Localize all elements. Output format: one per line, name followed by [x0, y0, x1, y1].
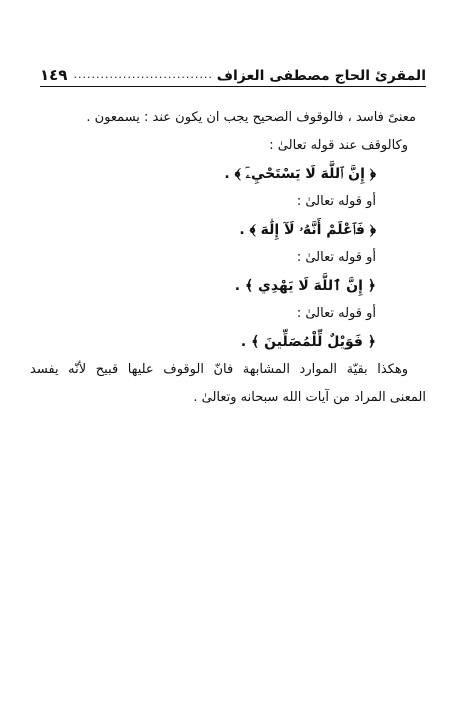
- header-rule: [40, 86, 426, 87]
- quran-verse: ﴿ إِنَّ ٱللَّهَ لَا يَهْدِي ﴾ .: [234, 278, 376, 294]
- quran-verse: ﴿ فَوَيْلٌ لِّلْمُصَلِّينَ ﴾ .: [240, 334, 376, 350]
- text-line: أو قوله تعالىٰ :: [296, 306, 376, 321]
- page-number: ١٤٩: [40, 66, 68, 84]
- header-title: المقرئ الحاج مصطفى العزاف: [216, 68, 426, 84]
- quran-verse: ﴿ فَٱعْلَمْ أَنَّهُۥ لَآ إِلَٰهَ ﴾ .: [239, 222, 376, 238]
- header-leader-dots: ...............................: [73, 68, 213, 81]
- text-line: معنىً فاسد ، فالوقوف الصحيح يجب ان يكون عند : يسمعون .: [86, 110, 416, 125]
- text-line: وكالوقف عند قوله تعالىٰ :: [269, 138, 408, 153]
- text-line: أو قوله تعالىٰ :: [296, 194, 376, 209]
- text-line: وهكذا بقيّة الموارد المشابهة فانّ الوقوف عليها قبيح لأنّه يفسد: [30, 362, 408, 377]
- text-line: أو قوله تعالىٰ :: [296, 250, 376, 265]
- page-header: [40, 58, 426, 84]
- quran-verse: ﴿ إِنَّ ٱللَّهَ لَا يَسْتَحْيِۦٓ ﴾ .: [224, 166, 376, 182]
- page-body: [30, 104, 426, 412]
- text-line: المعنى المراد من آيات الله سبحانه وتعالىٰ .: [193, 390, 426, 405]
